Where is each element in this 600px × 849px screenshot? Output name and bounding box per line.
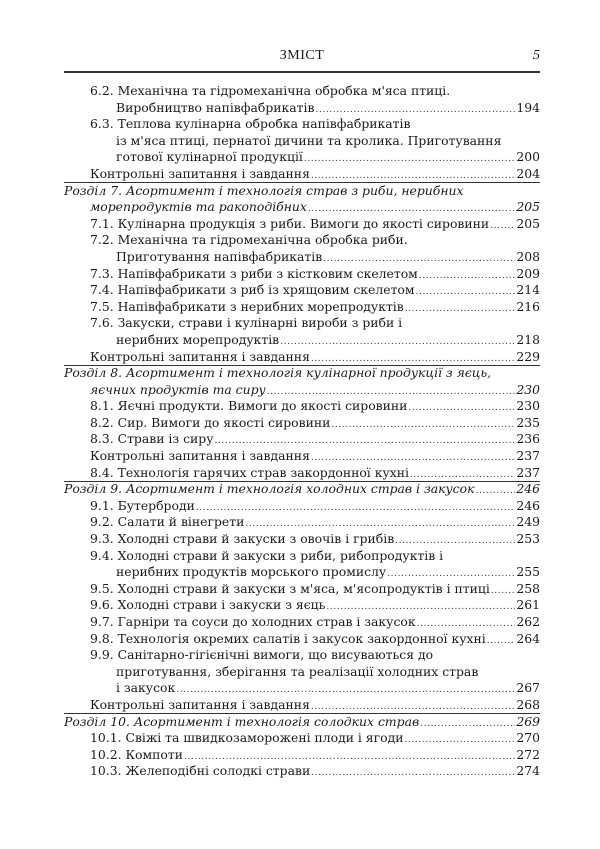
dot-leader [487, 633, 516, 648]
toc-entry-line [64, 581, 540, 598]
toc-entry-line [64, 299, 540, 316]
toc-entry-text: 9.5. Холодні страви й закуски з м'яса, м'ясопродуктів і птиці [90, 580, 490, 596]
toc-entry-text: 9.7. Гарніри та соуси до холодних страв і закусок [90, 614, 416, 629]
toc-entry-text: і закусок [116, 680, 176, 696]
dot-leader [311, 351, 515, 366]
dot-leader [387, 566, 515, 581]
toc-entry-text: 9.9. Санітарно-гігієнічні вимоги, що висуваються до [90, 647, 434, 663]
dot-leader [405, 301, 516, 316]
toc-page-number: 270 [516, 730, 540, 746]
toc-page-number: 272 [516, 746, 540, 762]
toc-section-line [64, 199, 540, 216]
toc-entry-text: яєчних продуктів та сиру [90, 381, 266, 397]
toc-entry-line [64, 133, 540, 150]
toc-entry-line [64, 266, 540, 283]
toc-entry-text: нерибних морепродуктів [116, 331, 280, 347]
toc-entry-line [64, 349, 540, 366]
toc-entry-line [64, 763, 540, 780]
toc-page-number: 230 [516, 381, 540, 397]
dot-leader [417, 616, 516, 631]
toc-section-line [64, 365, 540, 382]
toc-page-number: 205 [516, 215, 540, 231]
toc-page-number: 261 [516, 597, 540, 613]
dot-leader [311, 699, 515, 714]
toc-section-line [64, 382, 540, 399]
dot-leader [196, 500, 516, 515]
page-number: 5 [533, 48, 540, 63]
toc-page-number: 236 [516, 431, 540, 447]
toc-entry-text: 7.6. Закуски, страви і кулінарні вироби з риби і [90, 315, 403, 331]
toc-entry-line [64, 747, 540, 764]
dot-leader [304, 151, 515, 166]
toc-page-number: 246 [516, 481, 540, 497]
toc-entry-line [64, 531, 540, 548]
toc-page-number: 216 [516, 298, 540, 314]
toc-entry-text: 10.2. Компоти [90, 746, 183, 762]
toc-entry-text: 10.3. Желеподібні солодкі страви [90, 763, 311, 779]
toc-page-number: 218 [516, 331, 540, 347]
toc-entry-text: Контрольні запитання і завдання [90, 348, 310, 364]
dot-leader [419, 268, 516, 283]
toc-entry-line [64, 614, 540, 631]
toc-entry-text: морепродуктів та ракоподібних [90, 199, 307, 215]
toc-entry-line [64, 448, 540, 465]
dot-leader [408, 400, 515, 415]
toc-entry-line [64, 631, 540, 648]
dot-leader [395, 533, 515, 548]
toc-page-number: 229 [516, 348, 540, 364]
toc-entry-line [64, 647, 540, 664]
toc-entry-line [64, 398, 540, 415]
toc-entry-text: нерибних продуктів морського промислу [116, 564, 387, 580]
toc-entry-line [64, 315, 540, 332]
section-separator [64, 713, 540, 714]
dot-leader [245, 516, 515, 531]
toc-page-number: 237 [516, 464, 540, 480]
toc-entry-text: 7.5. Напівфабрикати з нерибних морепродуктів [90, 298, 404, 314]
header-rule [64, 71, 540, 73]
toc-entry-line [64, 597, 540, 614]
page-title: ЗМІСТ [279, 48, 325, 63]
toc-section-line [64, 183, 540, 200]
toc-entry-line [64, 116, 540, 133]
section-separator [64, 365, 540, 366]
toc-page-number: 237 [516, 448, 540, 464]
toc-entry-text: готової кулінарної продукції [116, 149, 303, 165]
toc-entry-line [64, 498, 540, 515]
toc-page-number: 200 [516, 149, 540, 165]
toc-entry-text: 7.4. Напівфабрикати з риб із хрящовим скелетом [90, 282, 415, 298]
toc-entry-text: Розділ 10. Асортимент і технологія солодких страв [64, 713, 420, 729]
toc-entry-line [64, 465, 540, 482]
dot-leader [410, 467, 515, 482]
toc-entry-line [64, 83, 540, 100]
toc-entry-text: 7.3. Напівфабрикати з риби з кістковим скелетом [90, 265, 418, 281]
toc-entry-line [64, 514, 540, 531]
toc-entry-text: 9.1. Бутерброди [90, 497, 195, 513]
toc-entry-text: Виробництво напівфабрикатів [116, 99, 315, 115]
toc-entry-text: 8.1. Яєчні продукти. Вимоги до якості сировини [90, 398, 408, 414]
toc-entry-text: 10.1. Свіжі та швидкозаморожені плоди і ягоди [90, 730, 404, 746]
dot-leader [331, 417, 515, 432]
toc-entry-line [64, 166, 540, 183]
dot-leader [311, 168, 515, 183]
toc-page-number: 262 [516, 614, 540, 629]
toc-entry-line [64, 664, 540, 681]
toc-entry-line [64, 216, 540, 233]
toc-page-number: 208 [516, 248, 540, 264]
toc-entry-text: 9.3. Холодні страви й закуски з овочів і грибів [90, 531, 395, 547]
toc-entry-line [64, 564, 540, 581]
toc-page-number: 255 [516, 564, 540, 580]
toc-entry-text: 7.2. Механічна та гідромеханічна обробка риби. [90, 232, 408, 248]
toc-page-number: 230 [516, 398, 540, 414]
toc-entry-line [64, 680, 540, 697]
dot-leader [176, 682, 515, 697]
toc-entry-text: 9.6. Холодні страви і закуски з яєць [90, 597, 326, 613]
toc-entry-line [64, 282, 540, 299]
toc-page-number: 246 [516, 497, 540, 513]
section-separator [64, 481, 540, 482]
dot-leader [475, 483, 515, 498]
toc-page-number: 205 [516, 199, 540, 215]
toc-entry-text: 9.4. Холодні страви й закуски з риби, рибопродуктів і [90, 547, 444, 563]
toc-entry-line [64, 431, 540, 448]
toc-entry-line [64, 697, 540, 714]
page-header [64, 48, 540, 70]
toc-page-number: 194 [516, 99, 540, 115]
dot-leader [267, 384, 516, 399]
toc-entry-text: 9.8. Технологія окремих салатів і закусок закордонної кухні [90, 630, 486, 646]
toc-page-number: 253 [516, 531, 540, 547]
dot-leader [420, 716, 515, 731]
toc-entry-text: приготування, зберігання та реалізації холодних страв [116, 663, 479, 679]
toc-page-number: 264 [516, 630, 540, 646]
dot-leader [311, 450, 515, 465]
toc-entry-text: Контрольні запитання і завдання [90, 448, 310, 464]
dot-leader [326, 599, 515, 614]
toc-page-number: 204 [516, 165, 540, 181]
toc-entry-text: із м'яса птиці, пернатої дичини та кролика. Приготування [116, 132, 502, 148]
toc-page-number: 274 [516, 763, 540, 779]
dot-leader [184, 749, 515, 764]
toc-entry-line [64, 249, 540, 266]
toc-page-number: 268 [516, 696, 540, 712]
dot-leader [215, 433, 516, 448]
toc-entry-text: Розділ 9. Асортимент і технологія холодних страв і закусок [64, 481, 475, 497]
toc-page-number: 214 [516, 282, 540, 298]
toc-page-number: 209 [516, 265, 540, 281]
section-separator [64, 182, 540, 183]
toc-entry-text: 8.2. Сир. Вимоги до якості сировини [90, 414, 331, 430]
dot-leader [416, 284, 516, 299]
toc-page-number: 269 [516, 713, 540, 729]
dot-leader [280, 334, 515, 349]
toc-entry-text: 7.1. Кулінарна продукція з риби. Вимоги до якості сировини [90, 215, 490, 231]
toc-entry-line [64, 730, 540, 747]
toc-page-number: 235 [516, 414, 540, 430]
toc-entry-line [64, 415, 540, 432]
toc-entry-text: 8.3. Страви із сиру [90, 431, 214, 447]
dot-leader [490, 218, 515, 233]
dot-leader [323, 251, 515, 266]
toc-section-line [64, 481, 540, 498]
toc-entry-line [64, 232, 540, 249]
table-of-contents [64, 83, 540, 780]
toc-entry-text: 9.2. Салати й вінегрети [90, 514, 245, 530]
toc-entry-text: Контрольні запитання і завдання [90, 165, 310, 181]
toc-entry-text: Розділ 8. Асортимент і технологія кулінарної продукції з яєць, [64, 365, 492, 381]
toc-entry-text: 8.4. Технологія гарячих страв закордонної кухні [90, 464, 409, 480]
toc-entry-text: Контрольні запитання і завдання [90, 696, 310, 712]
dot-leader [315, 102, 515, 117]
toc-entry-text: 6.3. Теплова кулінарна обробка напівфабрикатів [90, 116, 411, 132]
toc-entry-line [64, 100, 540, 117]
dot-leader [491, 583, 516, 598]
toc-entry-text: Приготування напівфабрикатів [116, 248, 323, 264]
toc-page-number: 249 [516, 514, 540, 530]
toc-entry-line [64, 149, 540, 166]
toc-entry-line [64, 548, 540, 565]
toc-section-line [64, 714, 540, 731]
dot-leader [404, 732, 515, 747]
toc-page-number: 258 [516, 580, 540, 596]
toc-entry-line [64, 332, 540, 349]
toc-entry-text: 6.2. Механічна та гідромеханічна обробка м'яса птиці. [90, 83, 451, 98]
dot-leader [308, 201, 515, 216]
dot-leader [311, 765, 515, 780]
toc-entry-text: Розділ 7. Асортимент і технологія страв з риби, нерибних [64, 182, 464, 198]
toc-page-number: 267 [516, 680, 540, 696]
